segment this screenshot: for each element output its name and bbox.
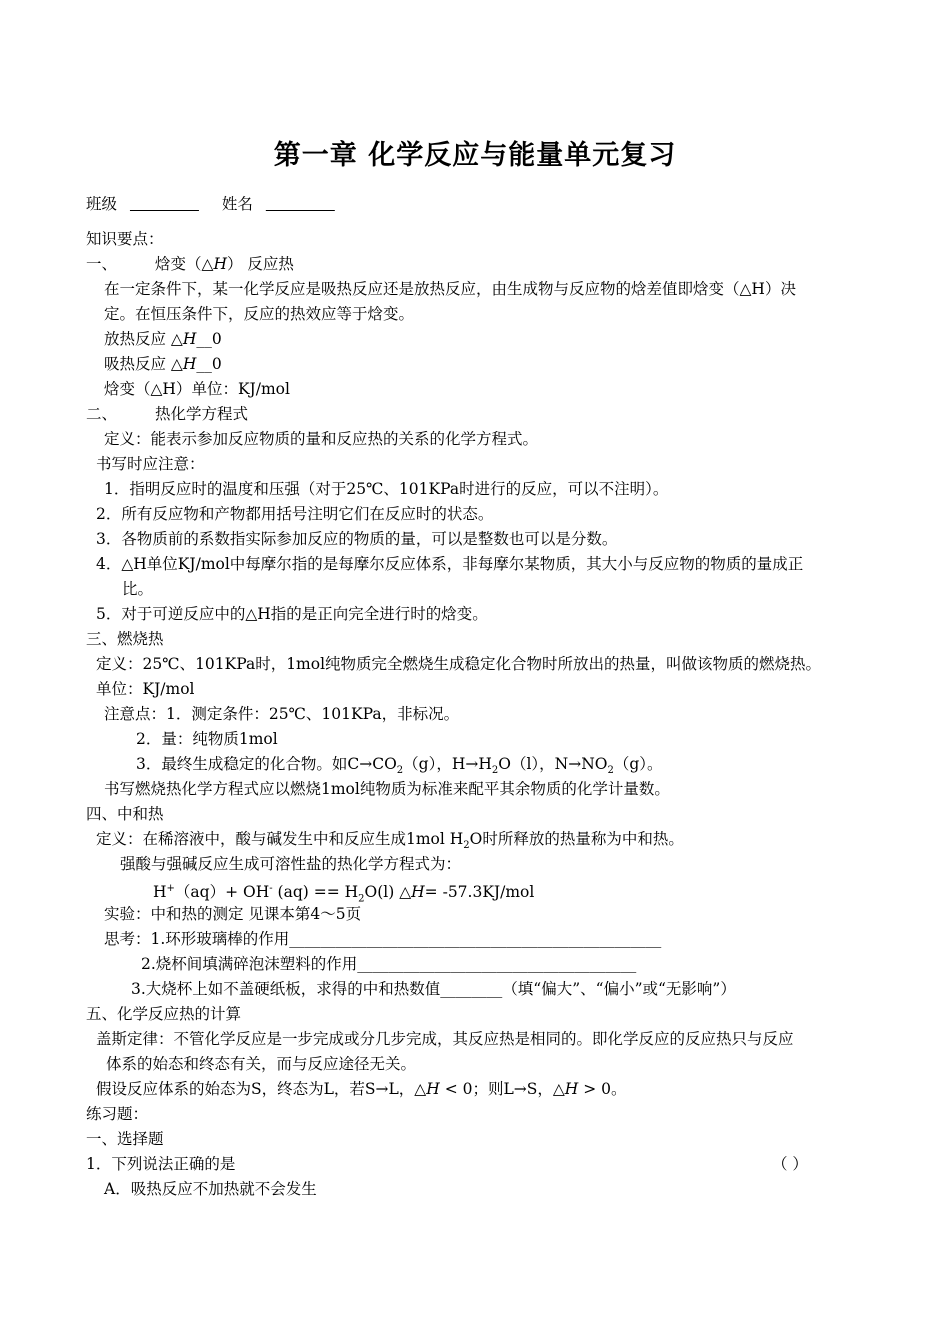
exo-blank[interactable]: __0 xyxy=(196,330,222,348)
eq-text: (aq) == H xyxy=(272,883,359,902)
section-3-heading: 三、燃烧热 xyxy=(86,630,164,648)
subscript: 2 xyxy=(463,840,470,852)
eq-text: （aq）+ OH xyxy=(174,883,270,902)
eq-text: O(l) △ xyxy=(364,883,412,902)
def-text: O时所释放的热量称为中和热。 xyxy=(469,830,684,848)
eq-text: = -57.3KJ/mol xyxy=(424,883,535,902)
s3-note-2: 2．量：纯物质1mol xyxy=(136,730,278,748)
heading-text-end: ） 反应热 xyxy=(226,255,294,273)
s3-definition: 定义：25℃、101KPa时，1mol纯物质完全燃烧生成稳定化合物时所放出的热量，叫做该物质的燃烧热。 xyxy=(96,655,822,673)
think-3-blank[interactable]: ________ xyxy=(440,980,503,998)
hess-assumption xyxy=(96,1079,627,1099)
s4-strong-acid-base: 强酸与强碱反应生成可溶性盐的热化学方程式为： xyxy=(120,855,462,873)
heading-text: 热化学方程式 xyxy=(155,405,249,423)
think-1-blank[interactable]: ________________________________________________ xyxy=(289,930,662,948)
assume-text: 假设反应体系的始态为S，终态为L，若S→L，△ xyxy=(96,1080,427,1098)
hess-law-line-1: 盖斯定律：不管化学反应是一步完成或分几步完成，其反应热是相同的。即化学反应的反应热只与反应 xyxy=(96,1030,794,1048)
section-5-heading: 五、化学反应热的计算 xyxy=(86,1005,242,1023)
subscript: 2 xyxy=(607,765,614,777)
assume-text: < 0；则L→S，△ xyxy=(439,1080,565,1098)
s2-item-4-line-2: 比。 xyxy=(122,580,154,598)
exo-label: 放热反应 △ xyxy=(104,330,183,348)
s3-note-3 xyxy=(136,754,663,781)
s4-think-2 xyxy=(141,954,636,974)
subscript: 2 xyxy=(358,893,365,905)
think-text: 2.烧杯间填满碎泡沫塑料的作用 xyxy=(141,955,358,973)
section-4-heading: 四、中和热 xyxy=(86,805,164,823)
def-text: 定义：在稀溶液中，酸与碱发生中和反应生成1mol H xyxy=(96,830,464,848)
subscript: 2 xyxy=(491,765,499,777)
h-symbol: H xyxy=(213,255,227,273)
s1-paragraph-line-1: 在一定条件下，某一化学反应是吸热反应还是放热反应，由生成物与反应物的焓差值即焓变（△H）决 xyxy=(104,280,796,298)
h-symbol: H xyxy=(564,1080,579,1098)
header-fields xyxy=(86,194,335,214)
h-symbol: H xyxy=(426,1080,440,1098)
s2-item-2: 2．所有反应物和产物都用括号注明它们在反应时的状态。 xyxy=(96,505,494,523)
s3-note-1: 注意点：1．测定条件：25℃、101KPa，非标况。 xyxy=(104,705,460,723)
s3-writing-rule: 书写燃烧热化学方程式应以燃烧1mol纯物质为标准来配平其余物质的化学计量数。 xyxy=(104,780,670,798)
s4-definition xyxy=(96,829,684,856)
s2-definition: 定义：能表示参加反应物质的量和反应热的关系的化学方程式。 xyxy=(104,430,539,448)
exothermic-line xyxy=(104,329,222,349)
superscript: - xyxy=(269,883,273,894)
s2-item-5: 5．对于可逆反应中的△H指的是正向完全进行时的焓变。 xyxy=(96,605,488,623)
name-blank[interactable] xyxy=(266,195,335,213)
note-text: 3．最终生成稳定的化合物。如C→CO xyxy=(136,755,397,773)
class-label: 班级 xyxy=(86,195,118,213)
think-2-blank[interactable]: ____________________________________ xyxy=(357,955,637,973)
question-1-option-a: A．吸热反应不加热就不会发生 xyxy=(104,1180,317,1198)
think-text: 3.大烧杯上如不盖硬纸板，求得的中和热数值 xyxy=(131,980,441,998)
answer-parentheses[interactable]: （ ） xyxy=(772,1155,808,1173)
eq-text: H xyxy=(153,883,167,902)
endo-blank[interactable]: __0 xyxy=(196,355,222,373)
superscript: + xyxy=(166,883,175,894)
note-text: O（l），N→NO xyxy=(498,755,608,773)
think-text: （填“偏大”、“偏小”或“无影响”） xyxy=(502,980,736,998)
class-blank[interactable] xyxy=(130,195,199,213)
section-2-heading xyxy=(86,404,248,424)
assume-text: > 0。 xyxy=(578,1080,627,1098)
section-number: 二、 xyxy=(86,405,118,423)
s2-item-1: 1．指明反应时的温度和压强（对于25℃、101KPa时进行的反应，可以不注明）。 xyxy=(104,480,669,498)
exercises-label: 练习题： xyxy=(86,1105,149,1123)
multiple-choice-heading: 一、选择题 xyxy=(86,1130,164,1148)
note-text: （g），H→H xyxy=(403,755,492,773)
enthalpy-unit-line: 焓变（△H）单位：KJ/mol xyxy=(104,380,290,398)
heading-text: 焓变（△ xyxy=(155,255,214,273)
h-symbol: H xyxy=(182,330,197,348)
s4-think-1 xyxy=(104,929,661,949)
endothermic-line xyxy=(104,354,222,374)
points-label: 知识要点： xyxy=(86,230,164,248)
h-symbol: H xyxy=(411,883,425,902)
s1-paragraph-line-2: 定。在恒压条件下，反应的热效应等于焓变。 xyxy=(104,305,415,323)
subscript: 2 xyxy=(396,765,404,777)
s4-experiment: 实验：中和热的测定 见课本第4～5页 xyxy=(104,905,362,923)
section-1-heading xyxy=(86,254,294,274)
note-text: （g）。 xyxy=(613,755,663,773)
question-1: 1．下列说法正确的是 xyxy=(86,1155,236,1173)
s2-item-4-line-1: 4．△H单位KJ/mol中每摩尔指的是每摩尔反应体系，非每摩尔某物质，其大小与反应物的物质的量成正 xyxy=(96,555,804,573)
section-number: 一、 xyxy=(86,255,118,273)
hess-law-line-2: 体系的始态和终态有关，而与反应途径无关。 xyxy=(106,1055,417,1073)
s2-note-label: 书写时应注意： xyxy=(96,455,205,473)
h-symbol: H xyxy=(182,355,197,373)
s2-item-3: 3．各物质前的系数指实际参加反应的物质的量，可以是整数也可以是分数。 xyxy=(96,530,618,548)
endo-label: 吸热反应 △ xyxy=(104,355,183,373)
s3-unit: 单位：KJ/mol xyxy=(96,680,195,698)
think-text: 思考：1.环形玻璃棒的作用 xyxy=(104,930,290,948)
page-title: 第一章 化学反应与能量单元复习 xyxy=(273,140,677,171)
name-label: 姓名 xyxy=(221,195,253,213)
s4-think-3 xyxy=(131,979,736,999)
